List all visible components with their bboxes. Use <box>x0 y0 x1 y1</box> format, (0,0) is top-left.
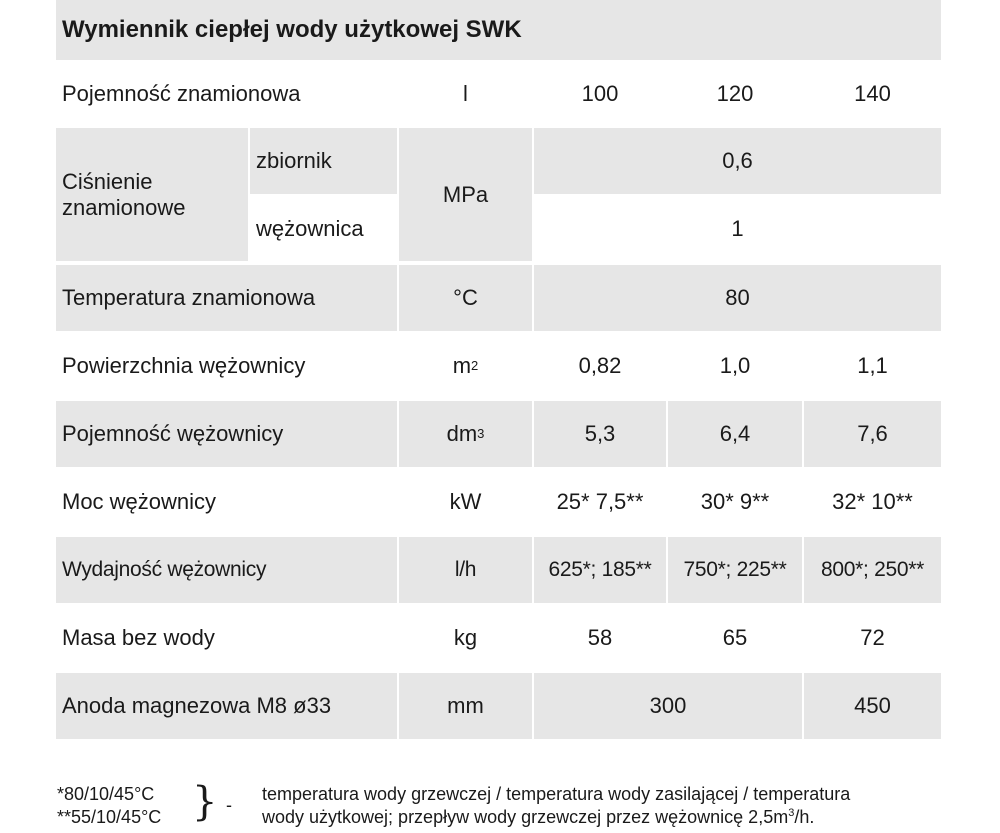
coil-capacity-value-2: 6,4 <box>668 401 802 467</box>
coil-power-unit: kW <box>399 469 532 535</box>
coil-efficiency-unit: l/h <box>399 537 532 603</box>
coil-area-value-3: 1,1 <box>804 333 941 399</box>
coil-efficiency-value-1: 625*; 185** <box>534 537 666 603</box>
mass-value-1: 58 <box>534 605 666 671</box>
coil-power-value-3: 32* 10** <box>804 469 941 535</box>
pressure-unit: MPa <box>399 128 532 261</box>
footnote-line1: temperatura wody grzewczej / temperatura wody zasilającej / temperatura <box>262 784 851 804</box>
footnote-star1: *80/10/45°C <box>57 784 155 804</box>
coil-power-value-1: 25* 7,5** <box>534 469 666 535</box>
temperature-label: Temperatura znamionowa <box>56 265 397 331</box>
anode-unit: mm <box>399 673 532 739</box>
anode-label: Anoda magnezowa M8 ø33 <box>56 673 397 739</box>
anode-value-140: 450 <box>804 673 941 739</box>
coil-efficiency-label: Wydajność wężownicy <box>56 537 397 603</box>
capacity-label: Pojemność znamionowa <box>56 61 397 127</box>
coil-area-label: Powierzchnia wężownicy <box>56 333 397 399</box>
footnote-dash: - <box>226 795 232 815</box>
pressure-label: Ciśnienie znamionowe <box>56 128 248 261</box>
footnote-line2: wody użytkowej; przepływ wody grzewczej przez wężownicę $2,5m^3/h$. <box>262 807 815 827</box>
table-title: Wymiennik ciepłej wody użytkowej SWK <box>56 0 941 60</box>
coil-capacity-unit: dm 3 <box>399 401 532 467</box>
mass-unit: kg <box>399 605 532 671</box>
mass-label: Masa bez wody <box>56 605 397 671</box>
pressure-tank-value: 0,6 <box>534 128 941 194</box>
capacity-unit: l <box>399 61 532 127</box>
coil-area-value-2: 1,0 <box>668 333 802 399</box>
pressure-tank-label: zbiornik <box>250 128 397 194</box>
capacity-value-1: 100 <box>534 61 666 127</box>
coil-area-unit: m 2 <box>399 333 532 399</box>
mass-value-2: 65 <box>668 605 802 671</box>
coil-power-label: Moc wężownicy <box>56 469 397 535</box>
coil-efficiency-value-2: 750*; 225** <box>668 537 802 603</box>
temperature-unit: °C <box>399 265 532 331</box>
coil-efficiency-value-3: 800*; 250** <box>804 537 941 603</box>
temperature-value: 80 <box>534 265 941 331</box>
pressure-coil-value: 1 <box>534 196 941 261</box>
footnote-brace: } <box>192 779 218 825</box>
capacity-value-3: 140 <box>804 61 941 127</box>
pressure-coil-label: wężownica <box>250 196 397 261</box>
coil-capacity-value-3: 7,6 <box>804 401 941 467</box>
anode-value-100-120: 300 <box>534 673 802 739</box>
coil-capacity-value-1: 5,3 <box>534 401 666 467</box>
capacity-value-2: 120 <box>668 61 802 127</box>
footnote-star2: **55/10/45°C <box>57 807 162 827</box>
coil-area-value-1: 0,82 <box>534 333 666 399</box>
coil-power-value-2: 30* 9** <box>668 469 802 535</box>
mass-value-3: 72 <box>804 605 941 671</box>
coil-capacity-label: Pojemność wężownicy <box>56 401 397 467</box>
